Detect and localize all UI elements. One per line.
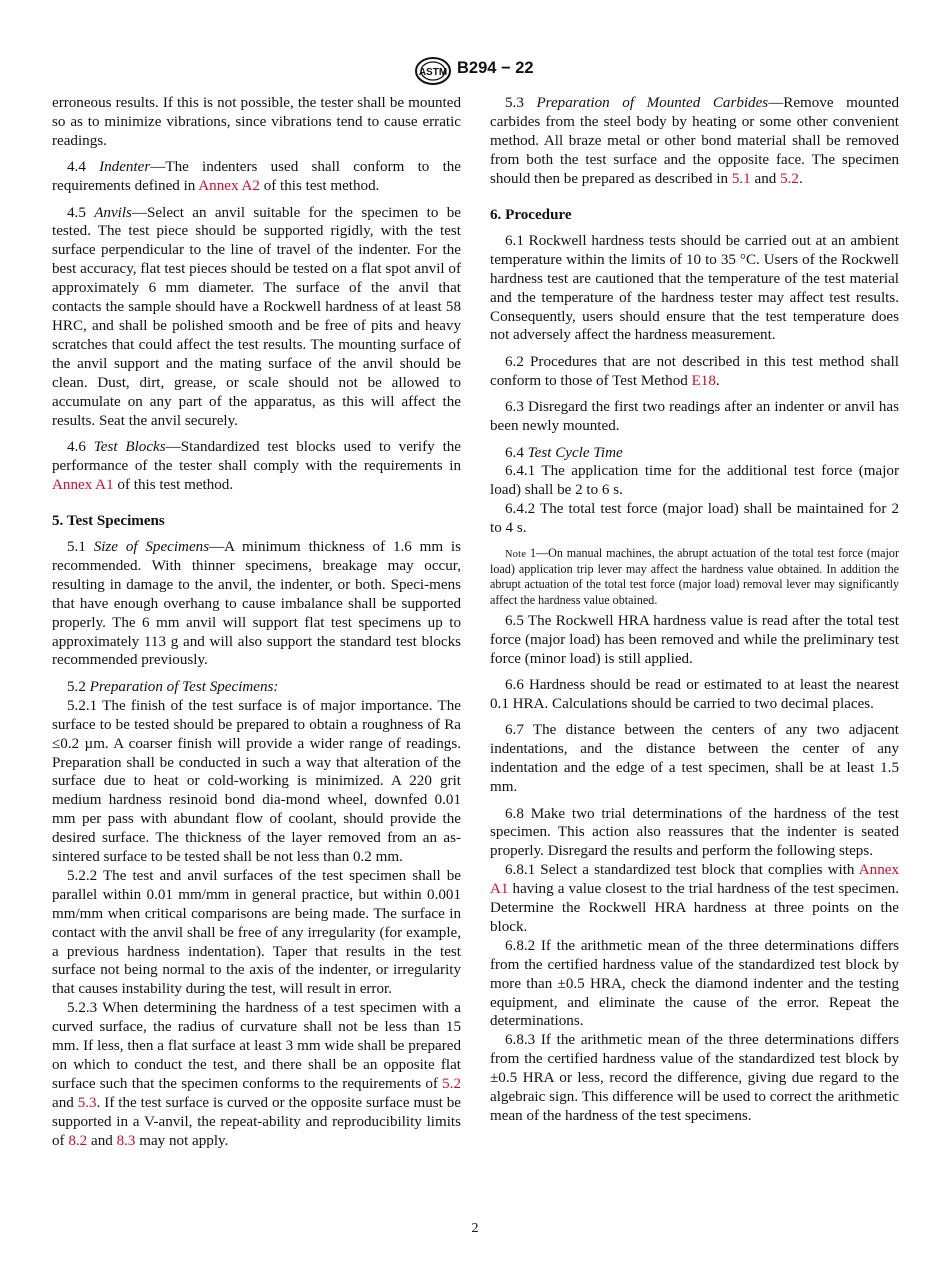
link-annex-a2[interactable]: Annex A2 xyxy=(198,178,260,195)
link-8-3[interactable]: 8.3 xyxy=(116,1132,136,1149)
link-5-1[interactable]: 5.1 xyxy=(731,170,751,187)
section-6-1: 6.1 Rockwell hardness tests should be carried out at an ambient temperature within the limits of 10 to 35 °C. Users of the Rockwell hardness test are cautioned that the temperature of the test material and the temperature of the hardness tester may affect test results. Consequently, users should ensure that the test temperature does not adversely affect the hardness measurement. xyxy=(490,232,899,344)
section-5-2-1: 5.2.1 The finish of the test surface is of major importance. The surface to be tested should be prepared to obtain a roughness of Ra ≤0.2 µm. A coarser finish will provide a wider range of readings. Preparation shall be conducted in such a way that alteration of the surface due to heat or cold-working is minimized. A 220 grit medium hardness resinoid bond dia-mond wheel, downfed 0.01 mm per pass with abundant flow of coolant, should provide the desired surface. The thickness of the layer removed from an as-sintered surface to be tested shall be not less than 0.2 mm. xyxy=(52,697,461,866)
section-6-8: 6.8 Make two trial determinations of the hardness of the test specimen. This action also reassures that the indenter is seated properly. Disregard the results and perform the following steps. xyxy=(490,805,899,860)
section-6-3: 6.3 Disregard the first two readings after an indenter or anvil has been newly mounted. xyxy=(490,399,899,435)
section-6-8-2: 6.8.2 If the arithmetic mean of the three determinations differs from the certified hardness value of the standardized test block by more than ±0.5 HRA, check the diamond indenter and the testing equipment, and eliminate the cause of the error. Repeat the determinations. xyxy=(490,937,899,1030)
link-5-3[interactable]: 5.3 xyxy=(77,1094,97,1111)
link-5-2[interactable]: 5.2 xyxy=(442,1075,461,1092)
section-6-6: 6.6 Hardness should be read or estimated to at least the nearest 0.1 HRA. Calculations should be carried to two decimal places. xyxy=(490,677,899,712)
section-6-8-1: 6.8.1 Select a standardized test block that complies with Annex A1 having a value closest to the trial hardness of the test specimen. Determine the Rockwell HRA hardness at three points on the block. xyxy=(490,862,899,935)
section-6-8-3: 6.8.3 If the arithmetic mean of the three determinations differs from the certified hardness value of the standardized test block by ±0.5 HRA or less, record the difference, giving due regard to the algebraic sign. This difference will be used to correct the arithmetic mean of the hardness of the test specimens. xyxy=(490,1032,899,1124)
section-4-5: 4.5 Anvils—Select an anvil suitable for the specimen to be tested. The test piece should be supported rigidly, with the test surface perpendicular to the line of travel of the indenter. For the best accuracy, flat test pieces should be tested on a flat spot anvil of approximately 6 mm diameter. The surface of the anvil that contacts the sample should have a Rockwell hardness of at least 58 HRC, and shall be polished smooth and be free of pits and heavy scratches that could affect the test results. The mounting surface of the anvil support and the mating surface of the anvil should be clean. Dust, dirt, grease, or scale should not be allowed to accumulate on any part of the apparatus, as this will affect the results. Seat the anvil securely. xyxy=(52,204,461,429)
link-8-2[interactable]: 8.2 xyxy=(68,1132,88,1149)
section-6-4-2: 6.4.2 The total test force (major load) shall be maintained for 2 to 4 s. xyxy=(490,501,899,537)
section-5-2: 5.2 Preparation of Test Specimens: xyxy=(67,678,279,695)
section-4-4: 4.4 Indenter—The indenters used shall conform to the requirements defined in Annex A2 of this test method. xyxy=(52,159,462,195)
paragraph-erroneous: erroneous results. If this is not possible, the tester shall be mounted so as to minimize vibrations, since vibrations tend to cause erratic readings. xyxy=(52,95,461,149)
link-annex-a1-right[interactable]: Annex A1 xyxy=(490,862,899,898)
section-4-6: 4.6 Test Blocks—Standardized test blocks used to verify the performance of the tester shall comply with the requirements in Annex A1 of this test method. xyxy=(52,438,462,493)
page-header xyxy=(0,56,950,86)
section-6-4: 6.4 Test Cycle Time xyxy=(505,444,623,461)
heading-procedure: 6. Procedure xyxy=(490,206,572,223)
document-designation: B294 − 22 xyxy=(457,59,534,77)
page-number: 2 xyxy=(471,1221,479,1236)
link-e18[interactable]: E18 xyxy=(691,372,716,389)
section-6-4-1: 6.4.1 The application time for the additional test force (major load) shall be 2 to 6 s. xyxy=(490,463,899,499)
link-annex-a1[interactable]: Annex A1 xyxy=(52,476,114,493)
link-5-2-right[interactable]: 5.2 xyxy=(780,170,799,187)
section-6-7: 6.7 The distance between the centers of any two adjacent indentations, and the distance between the center of any indentation and the edge of a test specimen, shall be at least 1.5 mm. xyxy=(490,722,899,796)
right-column xyxy=(490,94,899,1126)
section-5-2-2: 5.2.2 The test and anvil surfaces of the test specimen shall be parallel within 0.01 mm/mm in general practice, but within 0.001 mm/mm when critical comparisons are being made. The surface in contact with the anvil shall be free of any irregularity (for example, a previous hardness indentation). Taper that results in the test surface not being normal to the axis of the indenter, or irregularity that causes instability during the test, will result in error. xyxy=(52,867,461,998)
section-5-3: 5.3 Preparation of Mounted Carbides—Remove mounted carbides from the steel body by heating or some other convenient method. All braze metal or other bond material shall be removed from both the test surface and the opposite face. The specimen should then be prepared as described in 5.1 and 5.2. xyxy=(490,95,899,187)
astm-logo-text: ASTM xyxy=(418,67,448,78)
left-column xyxy=(52,94,461,1151)
note-1: Note 1—On manual machines, the abrupt actuation of the total test force (major load) application trip lever may affect the hardness value obtained. In addition the abrupt actuation of the total test force (major load) removal lever may significantly affect the hardness value obtained. xyxy=(490,546,899,607)
section-5-1: 5.1 Size of Specimens—A minimum thickness of 1.6 mm is recommended. With thinner specimens, breakage may occur, resulting in damage to the anvil, the indenter, or both. Speci-mens that have enough overhang to cause imbalance shall be supported properly. The 6 mm anvil will support flat test specimens up to approximately 113 g and will also support the standard test blocks recommended previously. xyxy=(52,539,461,669)
section-6-2: 6.2 Procedures that are not described in this test method shall conform to those of Test Method E18. xyxy=(490,353,899,389)
heading-test-specimens: 5. Test Specimens xyxy=(52,512,165,529)
section-5-2-3: 5.2.3 When determining the hardness of a test specimen with a curved surface, the radius of curvature shall not be less than 15 mm. If less, then a flat surface at least 3 mm wide shall be prepared on which to conduct the test, and there shall be an opposite flat surface such that the specimen conforms to the requirements of 5.2 and 5.3. If the test surface is curved or the opposite surface must be supported in a V-anvil, the repeat-ability and reproducibility limits of 8.2 and 8.3 may not apply. xyxy=(52,1000,462,1149)
astm-logo-icon xyxy=(413,56,453,86)
section-6-5: 6.5 The Rockwell HRA hardness value is read after the total test force (major load) has been removed and while the preliminary test force (minor load) is still applied. xyxy=(490,612,899,667)
